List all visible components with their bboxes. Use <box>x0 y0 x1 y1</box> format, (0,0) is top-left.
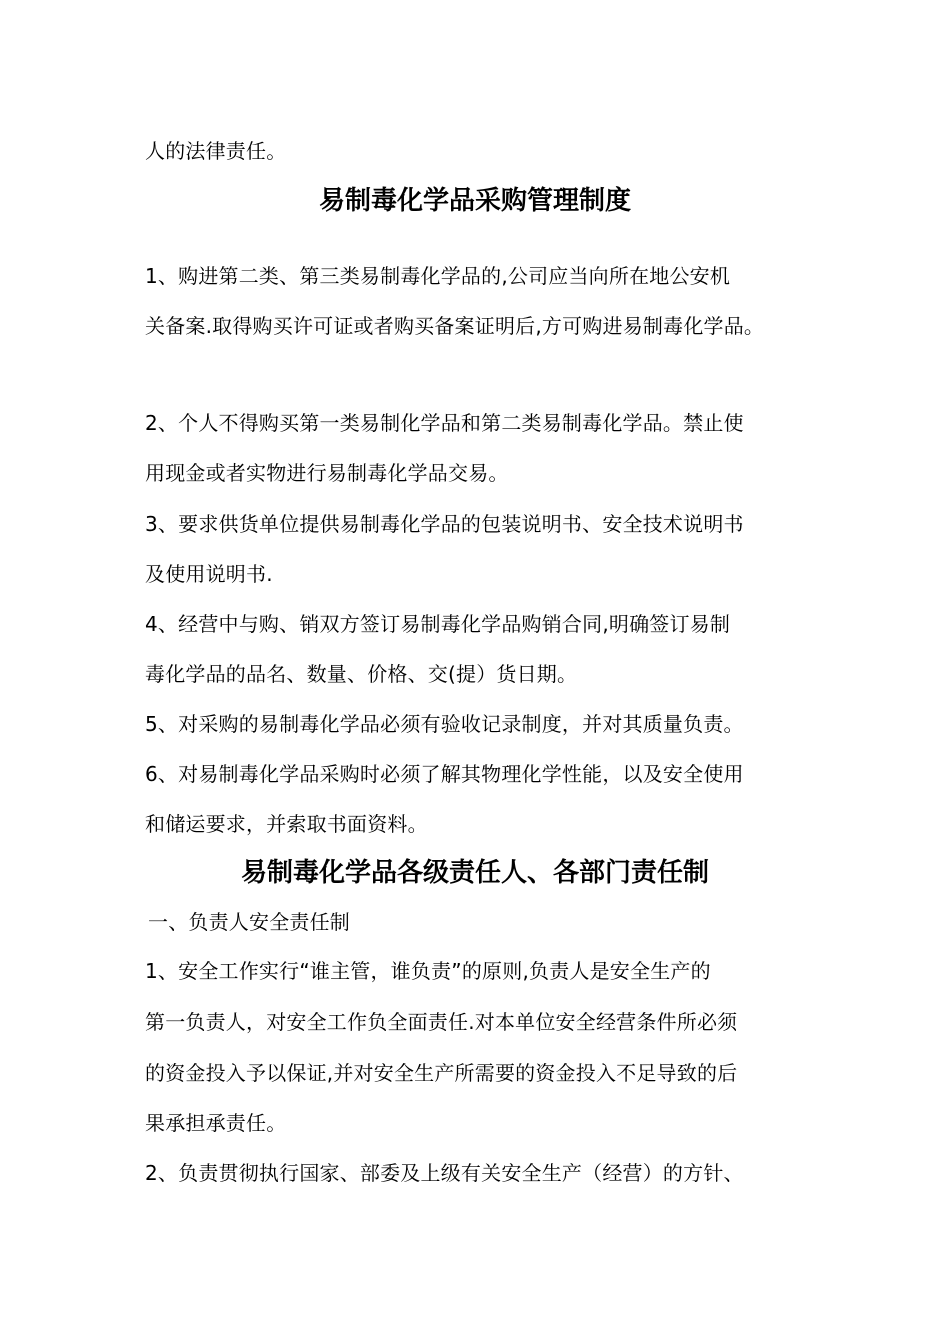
paragraph-line: 1、安全工作实行“谁主管，谁负责”的原则,负责人是安全生产的 <box>145 959 711 983</box>
section-title-responsibility: 易制毒化学品各级责任人、各部门责任制 <box>240 858 709 888</box>
paragraph-line: 果承担承责任。 <box>145 1111 287 1135</box>
paragraph-line: 和储运要求，并索取书面资料。 <box>145 812 428 836</box>
continuation-text: 人的法律责任。 <box>145 139 287 163</box>
paragraph-line: 及使用说明书. <box>145 562 273 586</box>
paragraph-line: 6、对易制毒化学品采购时必须了解其物理化学性能，以及安全使用 <box>145 762 744 786</box>
section-title-procurement: 易制毒化学品采购管理制度 <box>318 186 631 216</box>
paragraph-line: 4、经营中与购、销双方签订易制毒化学品购销合同,明确签订易制 <box>145 612 731 636</box>
paragraph-line: 5、对采购的易制毒化学品必须有验收记录制度，并对其质量负责。 <box>145 712 744 736</box>
paragraph-line: 关备案.取得购买许可证或者购买备案证明后,方可购进易制毒化学品。 <box>145 314 765 338</box>
paragraph-line: 用现金或者实物进行易制毒化学品交易。 <box>145 461 509 485</box>
paragraph-line: 的资金投入予以保证,并对安全生产所需要的资金投入不足导致的后 <box>145 1061 738 1085</box>
paragraph-line: 毒化学品的品名、数量、价格、交(提）货日期。 <box>145 662 578 686</box>
paragraph-line: 2、负责贯彻执行国家、部委及上级有关安全生产（经营）的方针、 <box>145 1161 744 1185</box>
paragraph-line: 2、个人不得购买第一类易制化学品和第二类易制毒化学品。禁止使 <box>145 411 744 435</box>
paragraph-line: 3、要求供货单位提供易制毒化学品的包装说明书、安全技术说明书 <box>145 512 744 536</box>
subsection-title: 一、负责人安全责任制 <box>148 910 350 934</box>
paragraph-line: 第一负责人，对安全工作负全面责任.对本单位安全经营条件所必须 <box>145 1010 738 1034</box>
paragraph-line: 1、购进第二类、第三类易制毒化学品的,公司应当向所在地公安机 <box>145 264 731 288</box>
